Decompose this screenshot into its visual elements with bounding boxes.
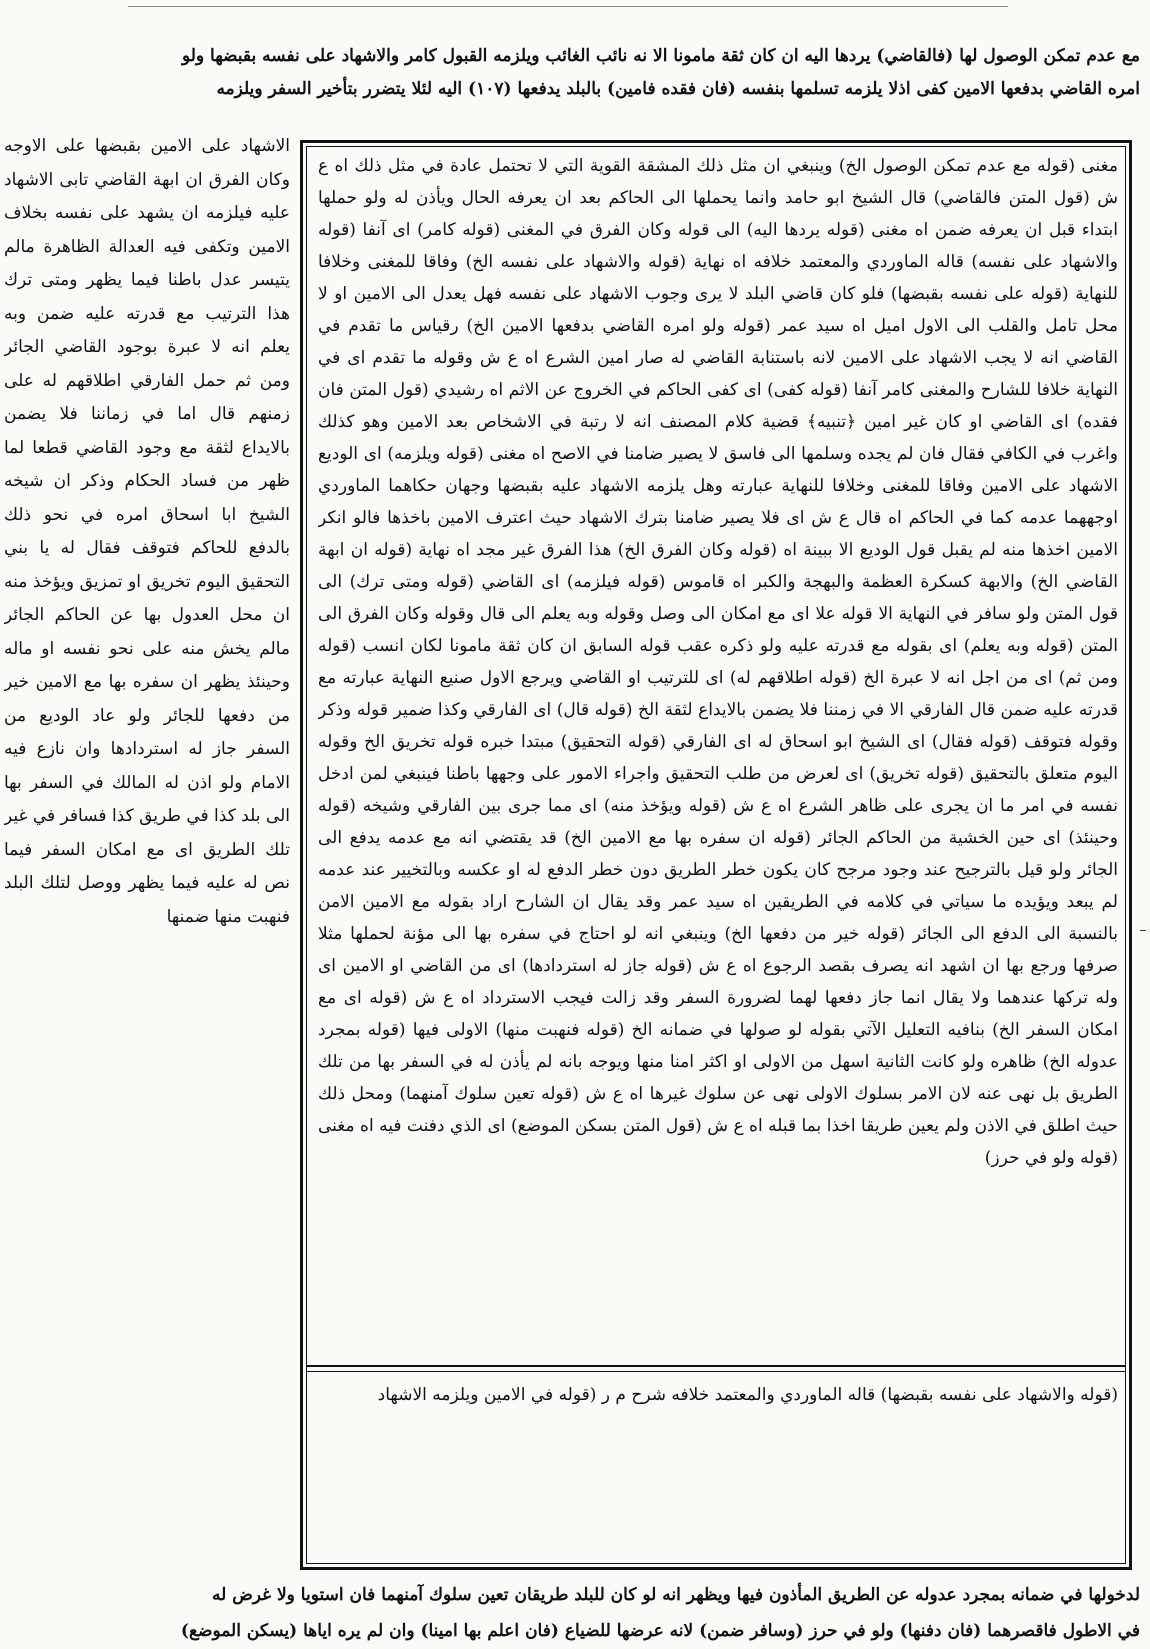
- commentary-text: مغنى (قوله مع عدم تمكن الوصول الخ) وينبغي ان مثل ذلك المشقة القوية التي لا تحتمل عادة في مثل ذلك اه ع ش (قول المتن فالقاضي) قال الشيخ ابو حامد وانما يحملها الى الحاكم بعد ان يعرفه الحال ويأذن له ولو حملها ابتداء قبل ان يعرفه ضمن اه مغنى (قوله يردها اليه) الى قوله وكان الفرق في المغنى (قوله كامر) اى آنفا (قوله والاشهاد على نفسه) قاله الماوردي والمعتمد خلافه اه نهاية (قوله والاشهاد على نفسه الخ) وفاقا للمغنى وخلافا للنهاية (قوله على نفسه بقبضها) فلو كان قاضي البلد لا يرى وجوب الاشهاد على نفسه فهل يعدل الى الامين او لا محل تامل والقلب الى الاول اميل اه سيد عمر (قوله ولو امره القاضي بدفعها الامين الخ) رقياس ما تقدم في القاضي انه لا يجب الاشهاد على الامين لانه باستنابة القاضي له صار امين الشرع اه ع ش وقوله ما تقدم اى في النهاية خلافا للشارح والمغنى كامر آنفا (قوله كفى) اى كفى الحاكم في الخروج عن الاثم اه رشيدي (قول المتن فان فقده) اى القاضي او كان غير امين ﴿تنبيه﴾ قضية كلام المصنف انه لا رتبة في الاشخاص بعد الامين وهو كذلك واغرب في الكافي فقال فان لم يجده وسلمها الى فاسق لا يصير ضامنا في الاصح اه مغنى (قوله ويلزمه) اى الوديع الاشهاد على الامين وفاقا للمغنى وخلافا للنهاية عبارته وهل يلزمه الاشهاد عليه بقبضها وجهان حكاهما الماوردي اوجههما عدمه كما في الحاكم اه قال ع ش اى فلا يصير ضامنا بترك الاشهاد حيث اعترف الامين باخذها فالو انكر الامين اخذها منه لم يقبل قول الوديع الا ببينة اه (قوله وكان الفرق الخ) هذا الفرق غير مجد اه نهاية (قوله ان ابهة القاضي الخ) والابهة كسكرة العظمة والبهجة والكبر اه قاموس (قوله فيلزمه) اى القاضي (قوله ومتى ترك) الى قول المتن ولو سافر في النهاية الا قوله علا اى مع امكان الى وصل وقوله وبه يعلم الى قال وقوله وكان الفرق الى المتن (قوله وبه يعلم) اى بقوله مع قدرته عليه ولو ذكره عقب قوله السابق ان كان ثقة مامونا لكان انسب (قوله ومن ثم) اى من اجل انه لا عبرة الخ (قوله اطلاقهم له) اى للترتيب او القاضي ويرجع الاول صنيع النهاية عبارته مع قدرته عليه ضمن قال الفارقي الا في زمننا فلا يضمن بالايداع لثقة الخ (قوله قال) اى الفارقي وكذا ضمير قوله وذكر وقوله فتوقف (قوله فقال) اى الشيخ ابو اسحاق له اى الفارقي (قوله التحقيق) مبتدا خبره قوله تخريق الخ وقوله اليوم متعلق بالتحقيق (قوله تخريق) اى لعرض من طلب التحقيق واجراء الامور على وجهها باطنا فينبغي لمن ادخل نفسه في امر ما ان يجرى على ظاهر الشرع اه ع ش (قوله ويؤخذ منه) اى مما جرى بين الفارقي وشيخه (قوله وحينئذ) اى حين الخشية من الحاكم الجائر (قوله ان سفره بها مع الامين الخ) قد يقتضي انه مع عدمه يدفع الى الجائر ولو قيل بالترجيح عند وجود مرجح كان يكون خطر الطريق دون خطر الدفع له او عكسه وبالتخيير عند عدمه لم يبعد ويؤيده ما سياتي في كلامه في الطريقين اه سيد عمر وقد يقال ان الشارح اراد بقوله مع الامين الامن بالنسبة الى الدفع الى الجائر (قوله خير من دفعها الخ) وينبغي انه لو احتاج في سفره بها الى مؤنة لحملها مثلا صرفها ورجع بها ان اشهد انه يصرف بقصد الرجوع اه ع ش (قوله جاز له استردادها) اى من القاضي او الامين اى وله تركها عندهما ولا يقال انما جاز دفعها لهما لضرورة السفر وقد زالت فيجب الاسترداد اه ع ش (قوله اى مع امكان السفر الخ) بنافيه التعليل الآتي بقوله لو صولها في ضمانه الخ (قوله فنهبت منها) الاولى فيها (قوله بمجرد عدوله الخ) ظاهره ولو كانت الثانية اسهل من الاولى او اكثر امنا منها ويوجه بانه لم يأذن له في السفر بها من تلك الطريق بل نهى عنه لان الامر بسلوك الاولى نهى عن سلوك غيرها اه ع ش (قوله تعين سلوك آمنهما) ومحل ذلك حيث اطلق في الاذن ولم يعين طريقا اخذا بما قبله اه ع ش (قول المتن بسكن الموضع) اى الذي دفنت فيه اه مغنى (قوله ولو في حرز): [318, 156, 1118, 1168]
- bottom-line-1: لدخولها في ضمانه بمجرد عدوله عن الطريق المأذون فيها ويظهر انه لو كان للبلد طريقان تعين سلوك آمنهما فان استويا ولا غرض له: [212, 1585, 1140, 1605]
- header-line-1: مع عدم تمكن الوصول لها (فالقاضي) يردها اليه ان كان ثقة مامونا الا نه نائب الغائب ويلزمه القبول كامر والاشهاد على نفسه بقبضها ولو: [181, 46, 1140, 66]
- main-text-bottom: [30, 1577, 1140, 1649]
- bottom-line-2: في الاطول فاقصرهما (فان دفنها) ولو في حرز (وسافر ضمن) لانه عرضها للضياع (فان اعلم بها امينا) وان لم يره اياها (يسكن الموضع): [180, 1621, 1140, 1641]
- header-line-2-start: امره القاضي بدفعها الامين كفى اذلا يلزمه تسلمها بنفسه (فان فقده فامين) بالبلد يدفعها: [517, 79, 1140, 99]
- side-column-main-text: الاشهاد على الامين بقبضها على الاوجه وكان الفرق ان ابهة القاضي تابى الاشهاد عليه فيلزمه ان يشهد على نفسه بخلاف الامين وتكفى فيه العدالة الظاهرة مالم يتيسر عدل باطنا فيما يظهر ومتى ترك هذا الترتيب مع قدرته عليه ضمن وبه يعلم انه لا عبرة بوجود القاضي الجائر ومن ثم حمل الفارقي اطلاقهم له على زمنهم قال اما في زماننا فلا يضمن بالايداع لثقة مع وجود القاضي قطعا لما ظهر من فساد الحكام وذكر ان شيخه الشيخ ابا اسحاق امره في نحو ذلك بالدفع للحاكم فتوقف فقال له يا بني التحقيق اليوم تخريق او تمزيق ويؤخذ منه ان محل العدول بها عن الحاكم الجائر مالم يخش منه على نحو نفسه او ماله وحينئذ يظهر ان سفره بها مع الامين خير من دفعها للجائر ولو عاد الوديع من السفر جاز له استردادها وان نازع فيه الامام ولو اذن له المالك في السفر بها الى بلد كذا في طريق كذا فسافر في غير تلك الطريق اى مع امكان السفر فيما نص له عليه فيما يظهر ووصل لتلك البلد فنهبت منها ضمنها: [4, 136, 290, 927]
- margin-tick: [1140, 930, 1146, 931]
- footer-divider-thin: [306, 1371, 1126, 1372]
- main-text-header: [100, 40, 1140, 106]
- header-line-2-end: اليه لئلا يتضرر بتأخير السفر ويلزمه: [216, 79, 463, 99]
- top-rule: [128, 6, 1008, 7]
- footer-gloss: (قوله والاشهاد على نفسه بقبضها) قاله الماوردي والمعتمد خلافه شرح م ر (قوله في الامين ويلزمه الاشهاد: [377, 1385, 1118, 1405]
- page-number: (١٠٧): [468, 79, 512, 99]
- header-line-2: [100, 73, 1140, 106]
- footer-divider: [306, 1365, 1126, 1367]
